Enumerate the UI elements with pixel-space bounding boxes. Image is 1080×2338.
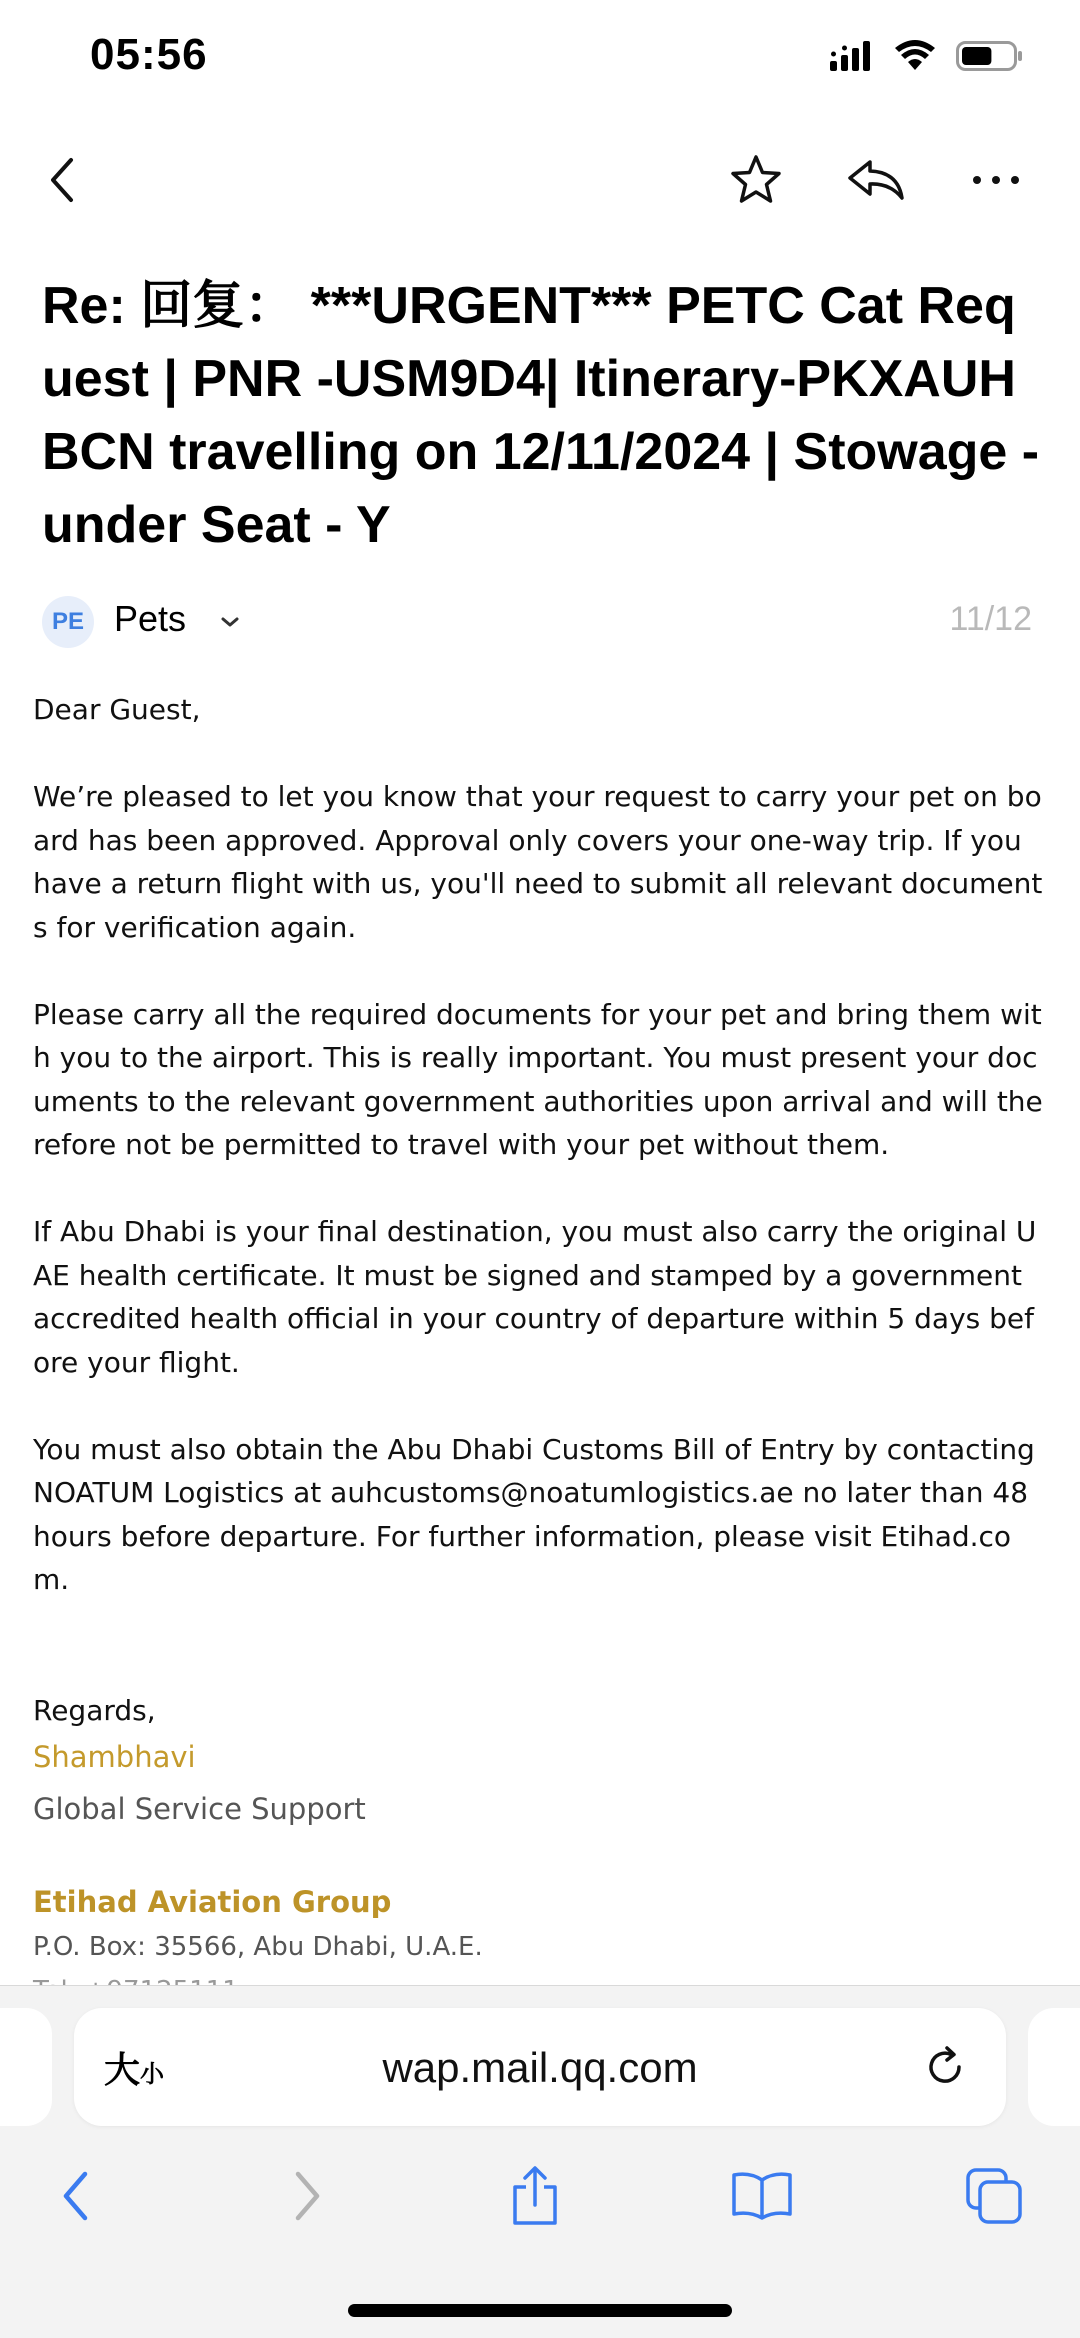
share-button[interactable] bbox=[495, 2156, 575, 2236]
address-bar[interactable] bbox=[74, 2008, 1006, 2126]
more-button[interactable] bbox=[956, 140, 1036, 220]
email-paragraph: You must also obtain the Abu Dhabi Customs Bill of Entry by contacting NOATUM Logistics at auhcustoms@noatumlogistics.ae no later than 48 hours before departure. For further information, please visit Etihad.com. bbox=[33, 1432, 1035, 1596]
email-body bbox=[33, 688, 1046, 1732]
cellular-signal-icon bbox=[830, 41, 874, 76]
text-size-label-small: 小 bbox=[140, 2061, 165, 2088]
star-icon bbox=[728, 153, 784, 207]
signature-name: Shambhavi bbox=[33, 1740, 196, 1774]
next-tab-peek[interactable] bbox=[1028, 2008, 1080, 2126]
battery-icon bbox=[956, 40, 1024, 77]
reload-icon bbox=[923, 2045, 967, 2089]
reload-button[interactable] bbox=[920, 2042, 970, 2092]
back-button[interactable] bbox=[22, 140, 102, 220]
previous-tab-peek[interactable] bbox=[0, 2008, 52, 2126]
browser-back-button[interactable] bbox=[35, 2156, 115, 2236]
star-button[interactable] bbox=[716, 140, 796, 220]
tabs-icon bbox=[964, 2166, 1024, 2226]
signature-org: Etihad Aviation Group bbox=[33, 1885, 392, 1919]
signature-team: Global Service Support bbox=[33, 1792, 366, 1826]
home-indicator[interactable] bbox=[348, 2304, 732, 2317]
text-size-label-large: 大 bbox=[104, 2049, 141, 2090]
email-nav-bar bbox=[0, 140, 1080, 220]
email-paragraph: If Abu Dhabi is your final destination, you must also carry the original UAE health certificate. It must be signed and stamped by a government accredited health official in your country of departure within 5 days before your flight. bbox=[33, 1215, 1037, 1379]
browser-bottom-bar bbox=[0, 1985, 1080, 2338]
reply-button[interactable] bbox=[836, 140, 916, 220]
sender-row[interactable] bbox=[42, 592, 1032, 652]
signature-address: P.O. Box: 35566, Abu Dhabi, U.A.E. bbox=[33, 1932, 483, 1962]
status-time: 05:56 bbox=[90, 30, 208, 79]
sender-details-toggle[interactable] bbox=[212, 604, 248, 640]
email-greeting: Dear Guest, bbox=[33, 693, 201, 726]
sender-name[interactable]: Pets bbox=[114, 598, 187, 639]
browser-toolbar bbox=[0, 2156, 1080, 2236]
email-subject: Re: 回复： ***URGENT*** PETC Cat Request | PNR -USM9D4| Itinerary-PKXAUHBCN travelling on 12/11/2024 | Stowage - under Seat - Y bbox=[42, 277, 1040, 554]
email-date: 11/12 bbox=[949, 600, 1032, 638]
share-icon bbox=[509, 2165, 561, 2227]
back-arrow-icon bbox=[59, 2169, 91, 2223]
status-bar bbox=[0, 0, 1080, 120]
tabs-button[interactable] bbox=[954, 2156, 1034, 2236]
forward-arrow-icon bbox=[292, 2169, 324, 2223]
wifi-icon bbox=[894, 40, 936, 77]
url-text[interactable]: wap.mail.qq.com bbox=[382, 2044, 698, 2091]
sender-avatar: PE bbox=[42, 596, 94, 648]
bookmarks-button[interactable] bbox=[722, 2156, 802, 2236]
bookmarks-icon bbox=[730, 2170, 794, 2222]
reply-icon bbox=[846, 156, 906, 204]
email-paragraph: We’re pleased to let you know that your request to carry your pet on board has been approved. Approval only covers your one-way trip. If you have a return flight with us, you'll need to submit all relevant documents for verification again. bbox=[33, 780, 1043, 944]
status-icons bbox=[830, 36, 1024, 80]
email-closing: Regards, bbox=[33, 1693, 156, 1727]
email-paragraph: Please carry all the required documents for your pet and bring them with you to the airport. This is really important. You must present your documents to the relevant government authorities upon arrival and will therefore not be permitted to travel with your pet without them. bbox=[33, 997, 1043, 1161]
more-icon bbox=[971, 174, 1021, 186]
back-chevron-icon bbox=[47, 156, 77, 204]
browser-forward-button[interactable] bbox=[268, 2156, 348, 2236]
chevron-down-icon bbox=[219, 615, 241, 629]
